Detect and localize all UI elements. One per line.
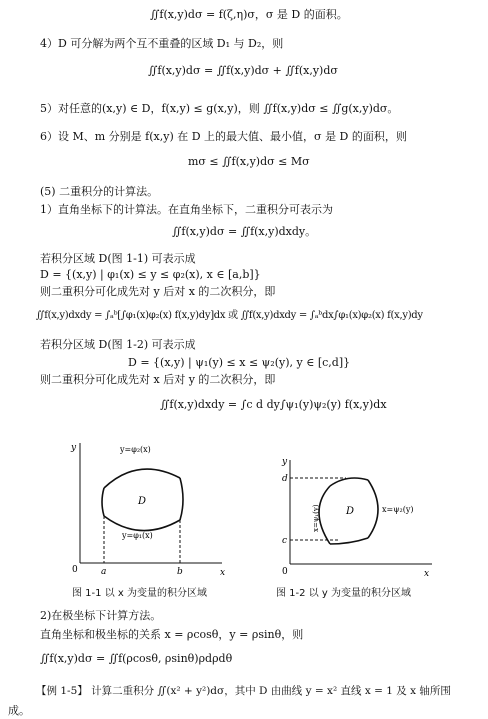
fig1-region-bottom bbox=[104, 516, 180, 531]
fig1-region-left bbox=[102, 488, 104, 516]
section-heading: (5) 二重积分的计算法。 bbox=[40, 185, 159, 198]
property-4: 4）D 可分解为两个互不重叠的区域 D₁ 与 D₂，则 bbox=[40, 37, 284, 50]
estimate-formula: mσ ≤ ∬f(x,y)dσ ≤ Mσ bbox=[188, 155, 310, 168]
fig1-region-top bbox=[104, 469, 180, 488]
fig1-top-curve-label: y=φ₂(x) bbox=[120, 445, 151, 454]
fig1-region-right bbox=[180, 478, 183, 520]
iterated-intro-1: 则二重积分可化成先对 y 后对 x 的二次积分，即 bbox=[40, 285, 276, 298]
fig1-a-label: a bbox=[101, 567, 107, 577]
fig2-caption: 图 1-2 以 y 为变量的积分区域 bbox=[276, 588, 411, 599]
fig2-left-curve-label: x=ψ₁(y) bbox=[312, 504, 320, 532]
iterated-intro-2: 则二重积分可化成先对 x 后对 y 的二次积分，即 bbox=[40, 373, 276, 386]
fig1-region-label: D bbox=[138, 496, 147, 507]
fig2-origin: 0 bbox=[282, 567, 288, 577]
fig1-x-label: x bbox=[220, 568, 226, 578]
additivity-formula: ∬f(x,y)dσ = ∬f(x,y)dσ + ∬f(x,y)dσ bbox=[148, 64, 338, 77]
fig2-c-label: c bbox=[282, 536, 288, 546]
figure-1-2 bbox=[272, 452, 442, 582]
property-5: 5）对任意的(x,y) ∈ D，f(x,y) ≤ g(x,y)，则 ∬f(x,y)dσ ≤ ∬g(x,y)dσ。 bbox=[40, 102, 399, 115]
fig2-region-bottom bbox=[330, 538, 368, 544]
region-1-def: D = {(x,y) | φ₁(x) ≤ y ≤ φ₂(x), x ∈ [a,b]} bbox=[40, 268, 261, 281]
example-1-5: 【例 1-5】 计算二重积分 ∬(x² + y²)dσ，其中 D 由曲线 y = x² 直线 x = 1 及 x 轴所围 bbox=[36, 685, 451, 697]
fig2-y-label: y bbox=[282, 457, 288, 467]
region-2-def: D = {(x,y) | ψ₁(y) ≤ x ≤ ψ₂(y), y ∈ [c,d]} bbox=[128, 356, 351, 369]
fig2-x-label: x bbox=[424, 569, 430, 579]
example-1-5-cont: 成。 bbox=[8, 704, 30, 717]
fig1-y-label: y bbox=[71, 443, 77, 453]
fig2-d-label: d bbox=[282, 474, 288, 484]
fig2-region-top bbox=[330, 478, 368, 486]
fig1-b-label: b bbox=[177, 567, 183, 577]
fig2-region-label: D bbox=[346, 506, 355, 517]
rect-coords-intro: 1）直角坐标下的计算法。在直角坐标下，二重积分可表示为 bbox=[40, 203, 333, 216]
mean-value-formula: ∬f(x,y)dσ = f(ζ,η)σ，σ 是 D 的面积。 bbox=[150, 8, 348, 21]
fig2-region-right bbox=[368, 480, 378, 538]
fig2-region-left bbox=[319, 486, 330, 544]
region-2-intro: 若积分区域 D(图 1-2) 可表示成 bbox=[40, 338, 196, 351]
polar-relation: 直角坐标和极坐标的关系 x = ρcosθ，y = ρsinθ，则 bbox=[40, 628, 304, 641]
fig2-right-curve-label: x=ψ₂(y) bbox=[382, 505, 414, 514]
polar-heading: 2)在极坐标下计算方法。 bbox=[40, 609, 162, 622]
figure-1-1 bbox=[60, 438, 230, 588]
fig1-caption: 图 1-1 以 x 为变量的积分区域 bbox=[72, 588, 207, 599]
rect-formula: ∬f(x,y)dσ = ∬f(x,y)dxdy。 bbox=[172, 225, 317, 238]
region-1-intro: 若积分区域 D(图 1-1) 可表示成 bbox=[40, 252, 196, 265]
fig1-origin: 0 bbox=[72, 565, 78, 575]
iterated-formula-1: ∬f(x,y)dxdy = ∫ₐᵇ[∫φ₁(x)φ₂(x) f(x,y)dy]dx 或 ∬f(x,y)dxdy = ∫ₐᵇdx∫φ₁(x)φ₂(x) f(x,y)dy bbox=[36, 310, 423, 321]
polar-formula: ∬f(x,y)dσ = ∬f(ρcosθ, ρsinθ)ρdρdθ bbox=[40, 652, 233, 665]
iterated-formula-2: ∬f(x,y)dxdy = ∫c d dy∫ψ₁(y)ψ₂(y) f(x,y)dx bbox=[160, 398, 387, 411]
property-6: 6）设 M、m 分别是 f(x,y) 在 D 上的最大值、最小值，σ 是 D 的面积，则 bbox=[40, 130, 407, 143]
fig1-bottom-curve-label: y=φ₁(x) bbox=[122, 531, 153, 540]
